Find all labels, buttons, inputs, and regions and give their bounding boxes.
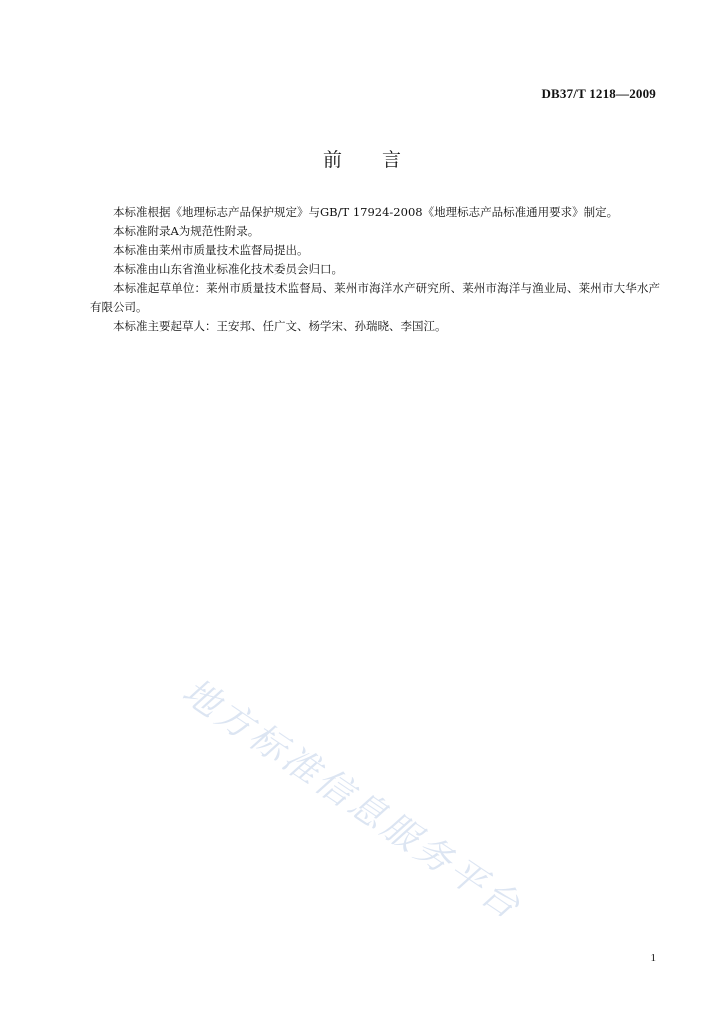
paragraph-basis: 本标准根据《地理标志产品保护规定》与GB/T 17924-2008《地理标志产品标准通用要求》制定。 [113, 205, 619, 219]
paragraph-drafting-units: 本标准起草单位：莱州市质量技术监督局、莱州市海洋水产研究所、莱州市海洋与渔业局、莱州市大华水产有限公司。 [90, 281, 660, 314]
page-title: 前言 [322, 149, 441, 171]
paragraph-appendix: 本标准附录A为规范性附录。 [113, 224, 260, 238]
foreword-body [90, 203, 660, 336]
paragraph-proposer: 本标准由莱州市质量技术监督局提出。 [113, 243, 309, 257]
paragraph-committee: 本标准由山东省渔业标准化技术委员会归口。 [113, 262, 343, 276]
paragraph-drafters: 本标准主要起草人：王安邦、任广文、杨学宋、孙瑞晓、李国江。 [113, 319, 447, 333]
document-code: DB37/T 1218—2009 [541, 86, 656, 101]
page-number: 1 [650, 952, 656, 964]
watermark-text: 地方标准信息服务平台 [174, 670, 530, 929]
